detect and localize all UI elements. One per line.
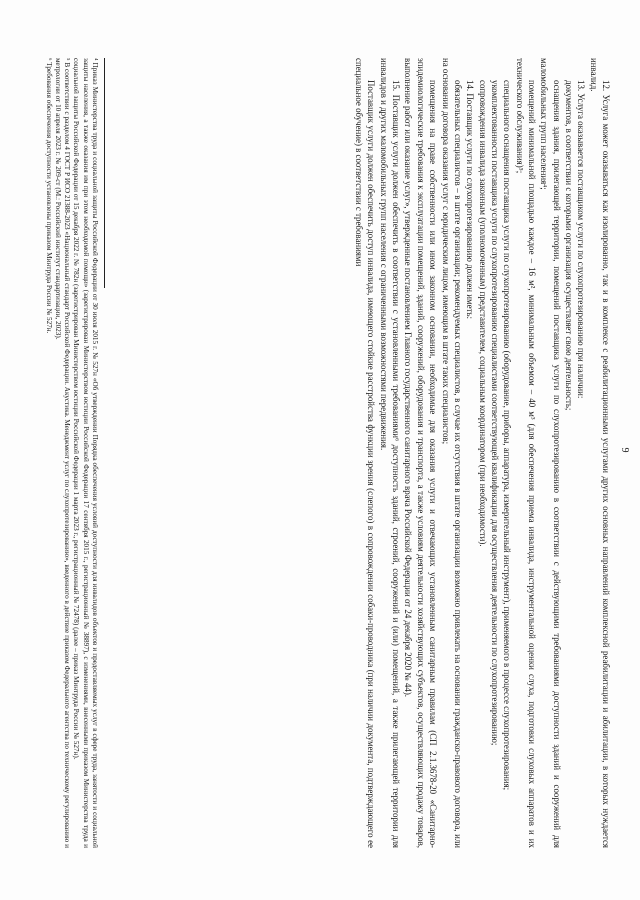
footnote-separator: [104, 58, 105, 288]
footnote: ⁶ Требования обеспечения доступности установлены приказом Минтруда России № 527н.: [44, 58, 53, 334]
paragraph: помещений минимальной площадью каждое – 16 м², минимальным объемом – 40 м³ (для обеспечения приема инвалида, инструментальной оценки слуха, подготовки слуховых аппаратов и их технического обслуживания)⁵;: [514, 58, 537, 848]
footnote: ⁴ Приказ Министерства труда и социальной защиты Российской Федерации от 30 июля 2015 г. № 527н «Об утверждении Порядка обеспечения условий доступности для инвалидов объектов и предоставляемых услуг в сфере труда, занятости и социальной защиты населения, а также оказания им при этом необходимой помощи» (зарегистрирован Министерством юстиции Российской Федерации 17 сентября 2015 г., регистрационный № 38897), с изменениями, внесенными приказом Министерства труда и социальной защиты Российской Федерации от 15 декабря 2022 г. № 782н (зарегистрирован Министерством юстиции Российской Федерации 1 марта 2023 г., регистрационный № 72478) (далее – приказ Минтруда России № 527н).: [72, 58, 99, 848]
paragraph: специального оснащения поставщика услуги по слухопротезированию (оборудование, приборы, аппаратура, измерительный инструмент), применяемого в процессе слухопротезирования;: [502, 80, 513, 791]
paragraph: 13. Услуга оказывается поставщиком услуги по слухопротезированию при наличии:: [576, 80, 587, 399]
paragraph: Поставщик услуги должен обеспечить доступ инвалида, имеющего стойкие расстройства функции зрения (слепого) в сопровождении собаки-проводника (при наличии документа, подтверждающего ее специальное обучение) в соответствии с требованиями: [354, 58, 377, 848]
page-number: 9: [619, 447, 630, 453]
footnotes: [43, 58, 99, 848]
paragraph: документов, в соответствии с которыми организация осуществляет свою деятельность;: [563, 80, 574, 411]
paragraph: оснащения здания, прилегающей территории, помещений поставщика услуги по слухопротезированию в соответствии с действующими требованиями доступности зданий и сооружений для маломобильных групп населения⁴;: [539, 58, 562, 848]
paragraph: укомплектованности поставщика услуги по слухопротезированию специалистами соответствующей квалификации для осуществления деятельности по слухопротезированию;: [489, 80, 500, 746]
paragraph: обязательных специалистов – в штате организации; рекомендуемых специалистов, в случае их отсутствия в штате организации возможно привлекать на основании гражданско-правового договора, или на основании договора оказания услуг с юридическим лицом, имеющим в штате таких специалистов;: [440, 58, 463, 848]
paragraph: 14. Поставщик услуги по слухопротезированию должен иметь:: [465, 80, 476, 319]
footnote: ⁵ В соответствии с разделом 4 ГОСТ Р ИСО 21388-2023 «Национальный стандарт Российской Федерации. Акустика. Менеджмент услуг по слухопротезированию», введенного в действие приказом Федерального агентства по техническому регулированию и метрологии от 10 апреля 2023 г. № 209-ст (М.: Российский институт стандартизации, 2023).: [53, 58, 72, 848]
main-text: [353, 58, 612, 848]
paragraph: 15. Поставщик услуги должен обеспечить в соответствии с установленными требованиями⁶ доступность зданий, строений, сооружений и (или) помещений, а также прилегающей территории для инвалидов и других маломобильных групп населения с ограниченными возможностями передвижения.: [378, 58, 402, 848]
paragraph: помещения на праве собственности или ином законном основании, необходимые для оказания услуги и отвечающих установленным санитарным правилам (СП 2.1.3678-20 «Санитарно-эпидемиологические требования к эксплуатации помещений, зданий, сооружений, оборудования и транспорта, а также условиям деятельности хозяйствующих субъектов, осуществляющих продажу товаров, выполнение работ или оказание услуг», утвержденные постановлением Главного государственного санитарного врача Российской Федерации от 24 декабря 2020 № 44).: [403, 58, 439, 848]
paragraph: сопровождения инвалида законным (уполномоченным) представителем, социальным координатором (при необходимости).: [477, 80, 488, 547]
paragraph: 12. Услуга может оказываться как изолированно, так и в комплексе с реабилитационными услугами других основных направлений комплексной реабилитации и абилитации, в которых нуждается инвалид.: [588, 58, 611, 848]
